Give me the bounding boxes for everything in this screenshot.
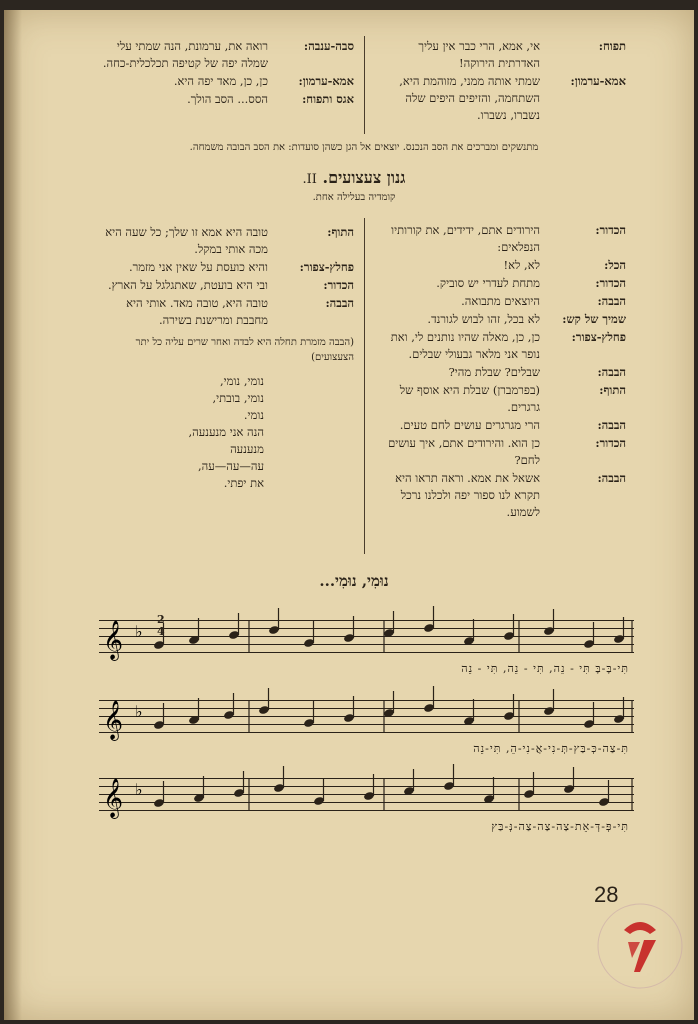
top-right-dialogue <box>376 38 626 125</box>
speaker-name: הבבה: <box>597 365 626 379</box>
time-signature-top: 2 <box>157 613 165 626</box>
speech-text: מתחת לעדרי יש סוביק. <box>436 276 540 290</box>
speaker-name: הבבה: <box>325 296 354 310</box>
treble-clef-icon: 𝄞 <box>103 620 124 660</box>
speech-text: שמתי אותה ממני, מזוהמת היא, השתחמה, והזיפים היפים שלה נשברו, נשברו. <box>399 74 540 122</box>
treble-clef-icon: 𝄞 <box>103 778 124 818</box>
speaker-name: תפוח: <box>598 39 626 53</box>
stage-direction: מתנשקים ומברכים את הסב הנכנס. יוצאים אל הגן כשהן סועדות: את הסב הבובה משמחה. <box>189 142 539 153</box>
speaker-name: שמיך של קש: <box>562 312 626 326</box>
time-signature <box>157 614 165 638</box>
music-title: נוּמִי, נוּמִי... <box>319 572 389 590</box>
song-intro: (הבבה מזמרת תחלה היא לבדה ואחר שרים עליה כל יתר הצעצועים) <box>135 337 354 363</box>
treble-clef-icon: 𝄞 <box>103 700 124 740</box>
music-staff <box>99 620 634 660</box>
dialogue-row <box>376 417 626 434</box>
song-line: עה—עה—עה, <box>197 459 264 473</box>
library-stamp-icon <box>594 900 686 992</box>
speech-text: טובה היא אמא זו שלך; כל שעה היא מכה אותי במקל. <box>105 225 268 256</box>
speaker-name: סבה-ענבה: <box>303 39 354 53</box>
speaker-name: הכדור: <box>595 223 626 237</box>
top-column-divider <box>364 36 365 134</box>
speech-text: ובי היא בועטת, שאתגלגל על הארץ. <box>107 278 268 292</box>
speaker-name: התוף: <box>327 225 354 239</box>
speaker-name: אגס ותפוח: <box>302 92 354 106</box>
speaker-name: אמא-ערמון: <box>298 74 354 88</box>
book-page <box>4 10 694 1020</box>
dialogue-row <box>92 38 354 72</box>
dialogue-row <box>376 470 626 521</box>
dialogue-row <box>92 295 354 329</box>
dialogue-row <box>376 329 626 363</box>
dialogue-row <box>376 435 626 469</box>
speaker-name: אמא-ערמון: <box>570 74 626 88</box>
page-spine-shadow <box>4 10 22 1020</box>
time-signature-bottom: 4 <box>157 625 165 638</box>
dialogue-row <box>92 259 354 276</box>
speaker-name: הבבה: <box>597 294 626 308</box>
song-line: נומי, נומי, <box>220 374 264 388</box>
left-column-dialogue <box>92 224 354 492</box>
section-number: II. <box>302 172 317 187</box>
speech-text: הסס... הסב הולך. <box>187 92 268 106</box>
song-line: מנענעה <box>230 442 264 456</box>
flat-icon: ♭ <box>135 702 143 721</box>
section-heading <box>204 168 504 188</box>
music-lyrics: תִּ-צַה-כְּ-בַּץ-תְּ-נִי-אֲ-נִי-הֵ, תִּי-נֵה <box>473 742 629 755</box>
song-line: הנה אני מנענעה, <box>188 425 264 439</box>
dialogue-row <box>92 91 354 108</box>
staff-notes <box>99 697 634 740</box>
speech-text: הירודים אתם, ידידים, את קורותיו הנפלאים: <box>391 223 540 254</box>
dialogue-row <box>376 293 626 310</box>
speech-text: אי, אמא, הרי כבר אין עליך האדרתית הירוקה! <box>418 39 540 70</box>
speaker-name: הכדור: <box>595 276 626 290</box>
dialogue-row <box>92 224 354 258</box>
dialogue-row <box>376 73 626 124</box>
speech-text: טובה היא, טובה מאד. אותי היא מחבבת ומרישנת בשירה. <box>126 296 268 327</box>
left-dialogue-rows <box>92 224 354 329</box>
speech-text: אשאל את אמא. וראה תראו היא תקרא לנו ספור יפה ולכלנו נרכל לשמוע. <box>395 471 540 519</box>
dialogue-row <box>376 364 626 381</box>
song-line: את יפתי. <box>223 476 264 490</box>
speech-text: לא בכל, זהו לבוש לגורנד. <box>427 312 540 326</box>
song-lines <box>92 373 354 492</box>
speech-text: (בפרמברן) שבלת היא אוסף של גרגרים. <box>399 383 540 414</box>
dialogue-row <box>376 257 626 274</box>
speaker-name: הכל: <box>604 258 626 272</box>
speech-text: כן, כן, מאד יפה היא. <box>173 74 268 88</box>
dialogue-row <box>376 311 626 328</box>
speech-text: היוצאים מתבואה. <box>461 294 540 308</box>
speech-text: כן הוא. והירודים אתם, איך עושים לחם? <box>388 436 540 467</box>
dialogue-row <box>92 73 354 90</box>
dialogue-row <box>376 275 626 292</box>
speaker-name: פחלץ-צפור: <box>571 330 626 344</box>
flat-icon: ♭ <box>135 622 143 641</box>
music-staff <box>99 700 634 740</box>
speech-text: רואה את, ערמונת, הנה שמתי עלי שמלה יפה של קטיפה תכלכלית-כחה. <box>102 39 268 70</box>
song-line: נומי, בובתי, <box>212 391 264 405</box>
song-line: נומי. <box>243 408 264 422</box>
staff-notes <box>99 775 634 818</box>
music-lyrics: תִּי-פְּ-דְּ-אֵת-צַה-צַה-צַה-נְּ-בַּץ <box>491 820 629 833</box>
right-column-dialogue <box>376 222 626 522</box>
dialogue-row <box>376 222 626 256</box>
speech-text: והיא כועסת על שאין אני מזמר. <box>128 260 268 274</box>
speech-text: כן, כן, מאלה שהיו נותנים לי, ואת נופר אני מלאר גבעולי שבלים. <box>390 330 540 361</box>
speaker-name: הבבה: <box>597 418 626 432</box>
column-divider <box>364 218 365 554</box>
staff-notes <box>99 617 634 660</box>
dialogue-row <box>376 382 626 416</box>
speaker-name: הכדור: <box>323 278 354 292</box>
section-subtitle: קומדיה בעלילה אחת. <box>312 192 396 203</box>
speaker-name: פחלץ-צפור: <box>299 260 354 274</box>
speech-text: לא, לא! <box>503 258 540 272</box>
top-left-dialogue <box>92 38 354 109</box>
section-title: גנון צעצועים. <box>322 168 406 187</box>
dialogue-row <box>92 277 354 294</box>
music-staff <box>99 778 634 818</box>
page-number: 28 <box>594 882 619 907</box>
speaker-name: הכדור: <box>595 436 626 450</box>
speech-text: הרי מגרגרים עושים לחם טעים. <box>399 418 540 432</box>
speaker-name: הבבה: <box>597 471 626 485</box>
dialogue-row <box>376 38 626 72</box>
speech-text: שבלים? שבלת מהי? <box>448 365 540 379</box>
speaker-name: התוף: <box>599 383 626 397</box>
music-lyrics: תִּי-בָּ-בָּ תִּי - נֵה, תִּי - נֵה, תִּי - נֵה <box>461 662 629 675</box>
flat-icon: ♭ <box>135 780 143 799</box>
